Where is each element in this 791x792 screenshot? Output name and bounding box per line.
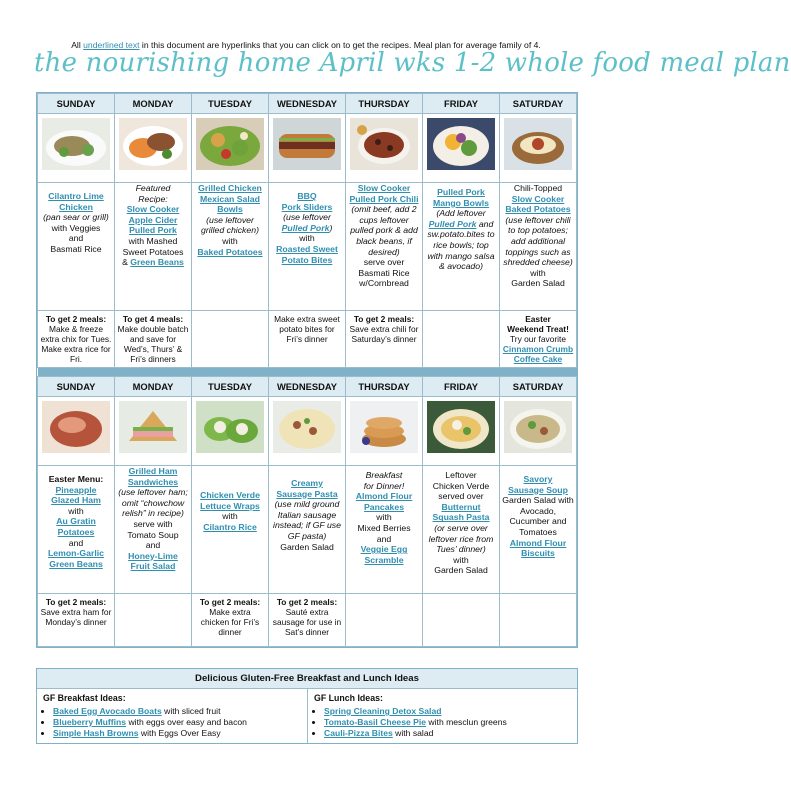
week2-tuesday xyxy=(192,466,269,594)
recipe-text: with xyxy=(299,233,315,244)
week2-tips xyxy=(38,594,577,647)
day-header: WEDNESDAY xyxy=(269,377,346,397)
tip-cell: To get 2 meals: Sauté extra sausage for use in Sat’s dinner xyxy=(269,594,346,647)
recipe-note: (or serve over leftover rice from Tues’ dinner) xyxy=(428,522,494,555)
recipe-text: serve over xyxy=(363,257,405,268)
recipe-note: (use leftover xyxy=(283,212,331,223)
hyperlink-note: All underlined text in this document are hyperlinks that you can click on to get the recipes. Meal plan for average family of 4. xyxy=(71,40,541,50)
bbq-pork-sliders-photo[interactable] xyxy=(273,118,341,170)
recipe-link[interactable]: Cilantro Lime xyxy=(48,191,104,201)
recipe-link[interactable]: Pineapple xyxy=(55,484,97,495)
recipe-link[interactable]: Pulled Pork xyxy=(428,218,477,229)
breakfast-ideas-title: GF Breakfast Ideas: xyxy=(43,693,126,703)
recipe-text: Chili-Topped xyxy=(513,183,563,193)
tip-cell xyxy=(115,594,192,647)
recipe-link[interactable]: Potato Bites xyxy=(281,254,333,265)
recipe-link[interactable]: Mango Bowls xyxy=(433,197,489,208)
recipe-link[interactable]: Honey-Lime xyxy=(128,550,178,561)
recipe-link[interactable]: Lettuce Wraps xyxy=(200,500,260,511)
recipe-text: & xyxy=(122,257,131,268)
tip-cell: To get 2 meals: Save extra ham for Monday’s dinner xyxy=(38,594,115,647)
recipe-link[interactable]: Pancakes xyxy=(363,501,405,512)
recipe-text: with xyxy=(376,512,392,523)
tip-cell xyxy=(192,311,269,368)
recipe-note: (use leftover chili to top potatoes; add additional toppings such as shredded cheese) xyxy=(503,214,573,268)
featured-label: Recipe: xyxy=(138,193,168,204)
recipe-link[interactable]: Potatoes xyxy=(57,526,95,537)
day-header: MONDAY xyxy=(115,94,192,114)
day-header: MONDAY xyxy=(115,377,192,397)
recipe-link[interactable]: Sausage Soup xyxy=(508,484,568,495)
recipe-text: with Mashed xyxy=(128,235,178,246)
recipe-note: and sw.potato.bites to rice bowls; top with mango salsa & avocado) xyxy=(427,218,495,272)
sausage-soup-photo[interactable] xyxy=(504,401,572,453)
day-header: WEDNESDAY xyxy=(269,94,346,114)
day-header: SATURDAY xyxy=(500,377,577,397)
recipe-text: Chicken Verde xyxy=(432,480,490,491)
meal-plan-table xyxy=(36,92,578,648)
recipe-link[interactable]: Cinnamon Crumb Coffee Cake xyxy=(502,344,574,364)
list-item: • Cauli-Pizza Bites with salad xyxy=(324,728,571,739)
featured-label: Featured xyxy=(135,183,171,193)
recipe-link[interactable]: Grilled Chicken xyxy=(198,183,262,193)
recipe-note: (use leftover grilled chicken) xyxy=(201,214,259,236)
tip-cell: To get 2 meals: Save extra chili for Saturday’s dinner xyxy=(346,311,423,368)
week2-day-header xyxy=(38,377,577,397)
recipe-text: Garden Salad xyxy=(434,565,488,576)
recipe-text: Garden Salad xyxy=(280,541,334,552)
recipe-link[interactable]: Blueberry Muffins xyxy=(53,717,127,727)
list-item: • Simple Hash Browns with Eggs Over Easy xyxy=(53,728,301,739)
recipe-note: (pan sear or grill) xyxy=(43,212,109,223)
recipe-text: Tomato Soup xyxy=(127,529,179,540)
almond-flour-pancakes-photo[interactable] xyxy=(350,401,418,453)
pulled-pork-chili-photo[interactable] xyxy=(350,118,418,170)
recipe-link[interactable]: Au Gratin xyxy=(56,516,96,527)
recipe-text: w/Cornbread xyxy=(359,278,409,289)
week2-saturday xyxy=(500,466,577,594)
week1-friday xyxy=(423,183,500,311)
recipe-link[interactable]: Scramble xyxy=(364,554,404,565)
week1-saturday xyxy=(500,183,577,311)
recipe-text: with xyxy=(453,554,469,565)
recipe-link[interactable]: Biscuits xyxy=(521,548,555,559)
note-link[interactable]: underlined text xyxy=(83,40,140,50)
recipe-link[interactable]: Veggie Egg xyxy=(360,544,408,555)
recipe-text: and xyxy=(68,233,84,244)
week-divider xyxy=(38,368,577,377)
recipe-link[interactable]: Butternut xyxy=(441,501,481,512)
recipe-link[interactable]: Pulled Pork Chili xyxy=(349,193,419,204)
recipe-text: Garden Salad with Avocado, Cucumber and Tomatoes xyxy=(502,495,574,537)
recipe-link[interactable]: Spring Cleaning Detox Salad xyxy=(324,706,442,716)
tip-cell: Easter Weekend Treat! Try our favorite Cinnamon Crumb Coffee Cake xyxy=(500,311,577,368)
recipe-link[interactable]: Bowls xyxy=(217,204,243,215)
cilantro-lime-chicken-photo[interactable] xyxy=(42,118,110,170)
recipe-text: serve with xyxy=(133,518,173,529)
squash-pasta-photo[interactable] xyxy=(427,401,495,453)
sausage-pasta-photo[interactable] xyxy=(273,401,341,453)
list-item xyxy=(324,706,571,717)
recipe-text: with xyxy=(222,511,238,522)
recipe-link[interactable]: Slow Cooker xyxy=(511,193,565,204)
recipe-link[interactable]: Apple Cider xyxy=(128,214,178,225)
recipe-text: Basmati Rice xyxy=(358,267,410,278)
recipe-link[interactable]: Sandwiches xyxy=(127,476,179,487)
page-title: the nourishing home April wks 1-2 whole food meal plan xyxy=(34,48,791,78)
glazed-ham-photo[interactable] xyxy=(42,401,110,453)
recipe-note: (omit beef, add 2 cups leftover pulled pork & add black beans, if desired) xyxy=(350,204,418,257)
lettuce-wraps-photo[interactable] xyxy=(196,401,264,453)
recipe-link[interactable]: Chicken Verde xyxy=(200,490,260,500)
recipe-link[interactable]: Pulled Pork xyxy=(129,225,177,236)
tip-cell: To get 2 meals: Make extra chicken for Fri’s dinner xyxy=(192,594,269,647)
tip-cell xyxy=(500,594,577,647)
week1-tuesday xyxy=(192,183,269,311)
list-item: • Tomato-Basil Cheese Pie with mesclun greens xyxy=(324,717,571,728)
mango-bowl-photo[interactable] xyxy=(427,118,495,170)
recipe-text: and xyxy=(68,537,84,548)
recipe-link[interactable]: Lemon-Garlic xyxy=(48,548,104,559)
breakfast-ideas xyxy=(37,689,307,743)
tip-cell: To get 4 meals: Make double batch and save for Wed’s, Thurs’ & Fri’s dinners xyxy=(115,311,192,368)
recipe-link[interactable]: Baked Egg Avocado Boats xyxy=(53,706,162,716)
recipe-link[interactable]: Creamy xyxy=(291,478,323,488)
tip-cell: Make extra sweet potato bites for Fri’s dinner xyxy=(269,311,346,368)
recipe-link[interactable]: Green Beans xyxy=(130,257,184,268)
week2-friday xyxy=(423,466,500,594)
recipe-link[interactable]: Green Beans xyxy=(49,558,103,569)
recipe-text: Leftover xyxy=(445,470,477,480)
tip-cell xyxy=(423,311,500,368)
day-header: FRIDAY xyxy=(423,94,500,114)
recipe-link[interactable]: Glazed Ham xyxy=(51,495,101,506)
recipe-text: Sweet Potatoes xyxy=(122,246,184,257)
day-header: THURSDAY xyxy=(346,94,423,114)
recipe-link[interactable]: Savory xyxy=(523,474,553,484)
day-header: SUNDAY xyxy=(38,377,115,397)
recipe-link[interactable]: Tomato-Basil Cheese Pie xyxy=(324,717,427,727)
ideas-title: Delicious Gluten-Free Breakfast and Lunch Ideas xyxy=(37,669,577,689)
recipe-link[interactable]: Cilantro Rice xyxy=(203,521,257,532)
week2-photos xyxy=(38,397,577,466)
week2-thursday xyxy=(346,466,423,594)
recipe-text: with xyxy=(530,267,546,278)
recipe-link[interactable]: Roasted Sweet xyxy=(276,243,338,254)
recipe-text: with Veggies xyxy=(51,222,101,233)
week1-monday xyxy=(115,183,192,311)
recipe-note: (use leftover ham; omit “chowchow relish” in recipe) xyxy=(118,487,188,519)
recipe-note: ) xyxy=(329,222,333,233)
week1-photos xyxy=(38,114,577,183)
recipe-link[interactable]: Pulled Pork xyxy=(437,187,485,197)
recipe-link[interactable]: Cauli-Pizza Bites xyxy=(324,728,393,738)
list-item: • Blueberry Muffins with eggs over easy and bacon xyxy=(53,717,301,728)
recipe-text: Mixed Berries xyxy=(357,522,411,533)
recipe-link[interactable]: Grilled Ham xyxy=(128,466,178,476)
day-header: SUNDAY xyxy=(38,94,115,114)
recipe-text: Garden Salad xyxy=(511,278,565,289)
week2-recipes xyxy=(38,466,577,594)
recipe-note: Breakfast xyxy=(365,470,403,480)
recipe-text: and xyxy=(145,540,161,551)
recipe-link[interactable]: Almond Flour xyxy=(509,537,567,548)
tip-cell xyxy=(423,594,500,647)
week1-thursday xyxy=(346,183,423,311)
recipe-link[interactable]: Simple Hash Browns xyxy=(53,728,139,738)
tip-cell: To get 2 meals: Make & freeze extra chix for Tues. Make extra rice for Fri. xyxy=(38,311,115,368)
baked-potato-photo[interactable] xyxy=(504,118,572,170)
week1-wednesday xyxy=(269,183,346,311)
pulled-pork-sweet-potato-photo[interactable] xyxy=(119,118,187,170)
recipe-link[interactable]: Slow Cooker xyxy=(126,204,180,215)
recipe-link[interactable]: Almond Flour xyxy=(355,491,413,502)
grilled-ham-sandwich-photo[interactable] xyxy=(119,401,187,453)
week1-recipes xyxy=(38,183,577,311)
lunch-ideas xyxy=(307,689,577,743)
week2-wednesday xyxy=(269,466,346,594)
recipe-link[interactable]: BBQ xyxy=(297,191,317,201)
mexican-salad-bowl-photo[interactable] xyxy=(196,118,264,170)
recipe-text: and xyxy=(376,533,392,544)
recipe-text: with xyxy=(222,235,238,246)
recipe-text: with xyxy=(68,505,84,516)
recipe-link[interactable]: Pork Sliders xyxy=(281,201,333,212)
day-header: THURSDAY xyxy=(346,377,423,397)
recipe-link[interactable]: Baked Potatoes xyxy=(197,246,263,257)
day-header: SATURDAY xyxy=(500,94,577,114)
day-header: TUESDAY xyxy=(192,94,269,114)
list-item: • Baked Egg Avocado Boats with sliced fruit xyxy=(53,706,301,717)
recipe-link[interactable]: Baked Potatoes xyxy=(505,204,571,215)
day-header: FRIDAY xyxy=(423,377,500,397)
week1-tips xyxy=(38,311,577,368)
gf-ideas-box xyxy=(36,668,578,744)
recipe-link[interactable]: Pulled Pork xyxy=(281,222,330,233)
recipe-link[interactable]: Slow Cooker xyxy=(357,183,411,193)
lunch-ideas-title: GF Lunch Ideas: xyxy=(314,693,383,703)
recipe-link[interactable]: Sausage Pasta xyxy=(276,488,338,499)
tip-cell xyxy=(346,594,423,647)
week1-sunday xyxy=(38,183,115,311)
recipe-note: for Dinner! xyxy=(363,480,405,491)
recipe-link[interactable]: Fruit Salad xyxy=(130,561,176,572)
week1-day-header xyxy=(38,94,577,114)
recipe-text: Easter Menu: xyxy=(48,474,104,484)
recipe-text: served over xyxy=(438,491,484,502)
recipe-link[interactable]: Squash Pasta xyxy=(432,512,490,523)
day-header: TUESDAY xyxy=(192,377,269,397)
recipe-note: (use mild ground Italian sausage instead; if GF use GF pasta) xyxy=(273,499,341,541)
recipe-note: (Add leftover xyxy=(436,208,486,219)
week2-sunday xyxy=(38,466,115,594)
recipe-text: Basmati Rice xyxy=(50,243,102,254)
recipe-link[interactable]: Chicken xyxy=(59,201,93,212)
week2-monday xyxy=(115,466,192,594)
recipe-link[interactable]: Mexican Salad xyxy=(200,193,260,204)
